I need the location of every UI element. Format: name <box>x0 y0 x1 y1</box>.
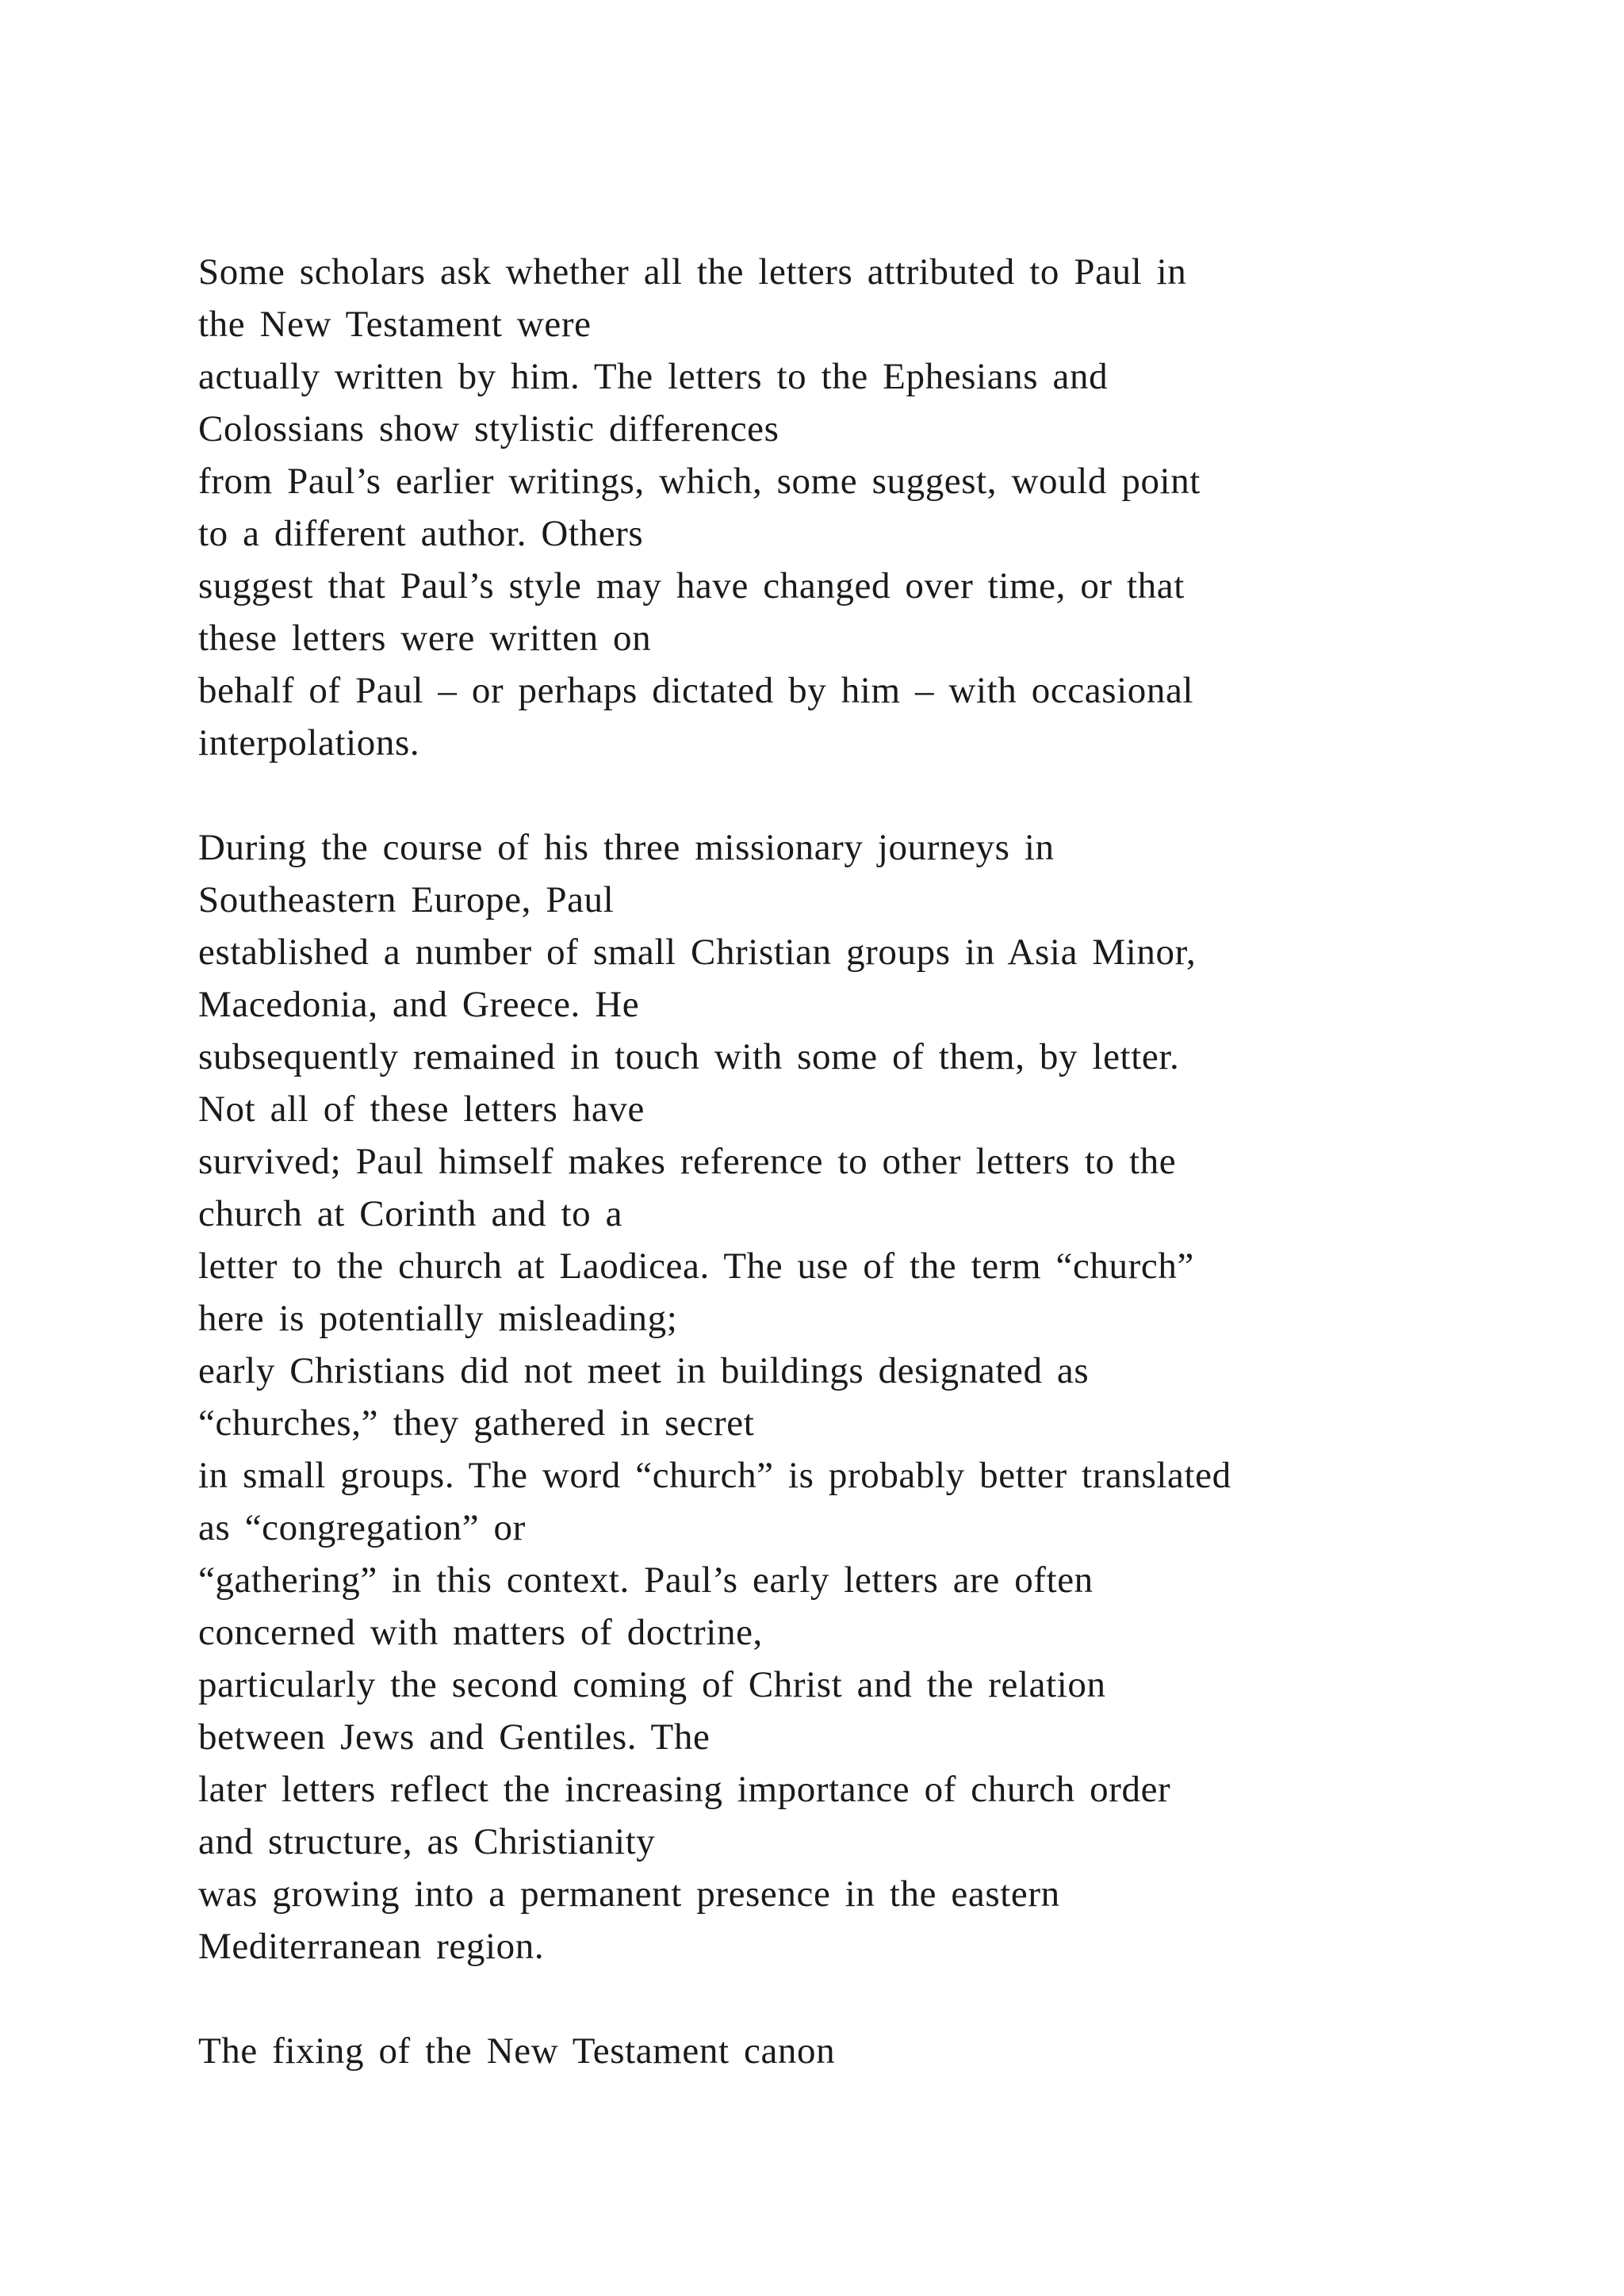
text-line: concerned with matters of doctrine, <box>198 1612 763 1653</box>
text-line: The fixing of the New Testament canon <box>198 2030 836 2072</box>
text-line: Macedonia, and Greece. He <box>198 984 640 1025</box>
text-line: in small groups. The word “church” is probably better translated <box>198 1455 1231 1496</box>
text-line: suggest that Paul’s style may have changed over time, or that <box>198 565 1185 607</box>
text-line: Mediterranean region. <box>198 1926 545 1967</box>
text-line: between Jews and Gentiles. The <box>198 1716 710 1758</box>
text-line: During the course of his three missionary journeys in <box>198 827 1055 868</box>
text-line: as “congregation” or <box>198 1507 526 1548</box>
paragraph <box>198 246 1578 769</box>
text-line: Some scholars ask whether all the letters attributed to Paul in <box>198 251 1187 293</box>
text-line: church at Corinth and to a <box>198 1193 623 1234</box>
document-body <box>198 246 1578 2077</box>
text-line: these letters were written on <box>198 618 652 659</box>
text-line: established a number of small Christian groups in Asia Minor, <box>198 932 1197 973</box>
text-line: was growing into a permanent presence in the eastern <box>198 1873 1060 1915</box>
paragraph-gap <box>198 769 1578 821</box>
text-line: “churches,” they gathered in secret <box>198 1402 755 1444</box>
text-line: Colossians show stylistic differences <box>198 408 779 450</box>
text-line: the New Testament were <box>198 304 592 345</box>
text-line: Not all of these letters have <box>198 1089 645 1130</box>
text-line: early Christians did not meet in buildings designated as <box>198 1350 1090 1391</box>
text-line: actually written by him. The letters to the Ephesians and <box>198 356 1109 397</box>
text-line: to a different author. Others <box>198 513 644 554</box>
text-line: behalf of Paul – or perhaps dictated by him – with occasional <box>198 670 1194 711</box>
paragraph-gap <box>198 1973 1578 2025</box>
text-line: “gathering” in this context. Paul’s early letters are often <box>198 1559 1094 1601</box>
text-line: here is potentially misleading; <box>198 1298 678 1339</box>
text-line: subsequently remained in touch with some of them, by letter. <box>198 1036 1180 1077</box>
text-line: Southeastern Europe, Paul <box>198 879 615 920</box>
text-line: letter to the church at Laodicea. The use of the term “church” <box>198 1246 1194 1287</box>
text-line: later letters reflect the increasing importance of church order <box>198 1769 1171 1810</box>
paragraph <box>198 821 1578 1973</box>
text-line: survived; Paul himself makes reference to other letters to the <box>198 1141 1177 1182</box>
text-line: and structure, as Christianity <box>198 1821 656 1862</box>
text-line: particularly the second coming of Christ and the relation <box>198 1664 1106 1705</box>
text-line: from Paul’s earlier writings, which, some suggest, would point <box>198 461 1201 502</box>
text-line: interpolations. <box>198 722 420 763</box>
section-heading <box>198 2025 1578 2077</box>
